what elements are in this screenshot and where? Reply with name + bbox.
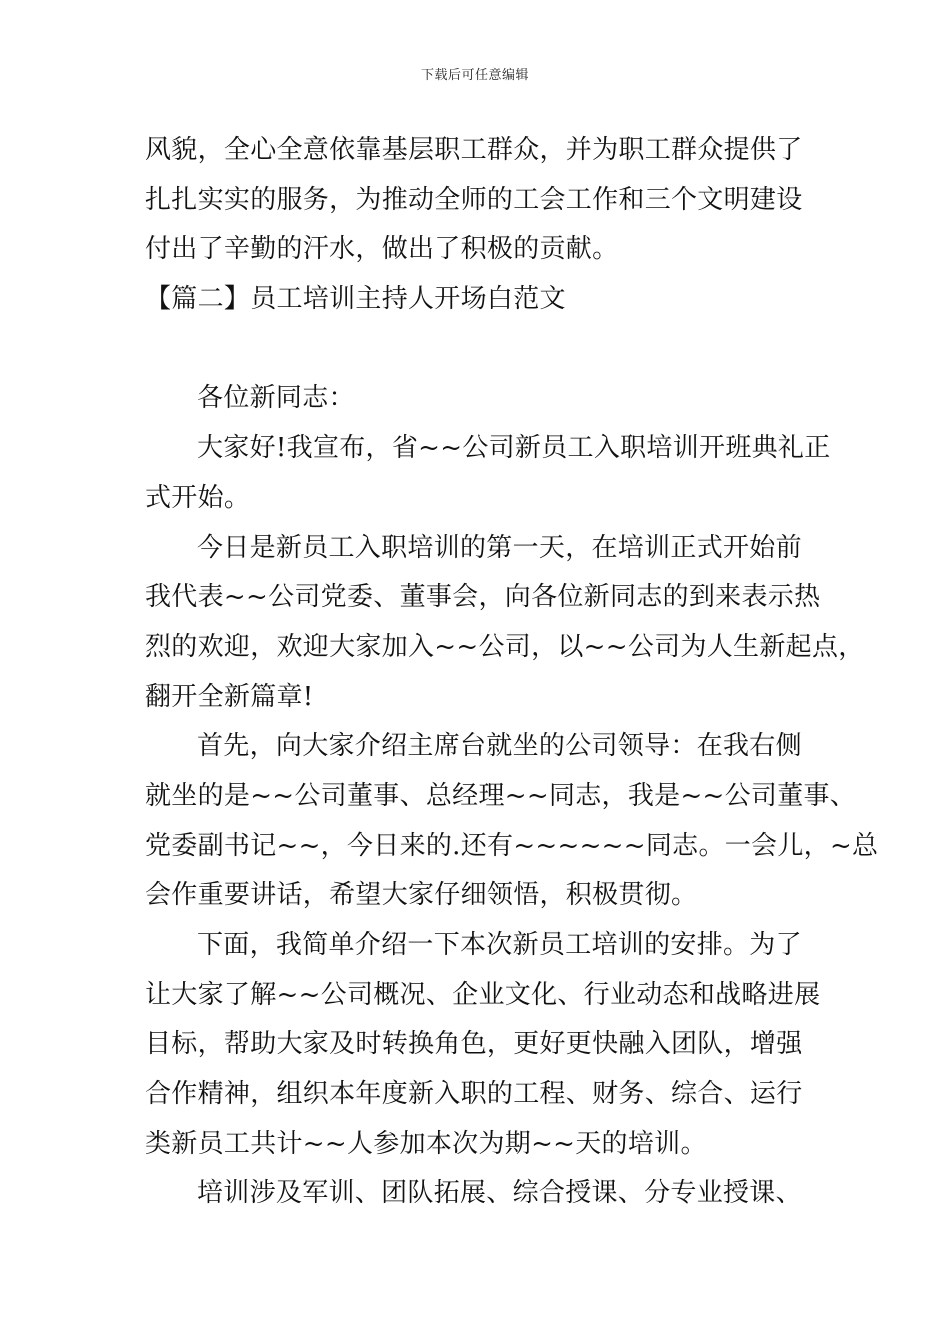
body-line: 首先，向大家介绍主席台就坐的公司领导：在我右侧 <box>197 731 802 762</box>
body-line: 类新员工共计~~人参加本次为期~~天的培训。 <box>145 1128 707 1159</box>
body-line: 下面，我简单介绍一下本次新员工培训的安排。为了 <box>197 930 802 960</box>
body-line: 党委副书记~~，今日来的.还有~~~~~~同志。一会儿，~总 <box>145 830 879 861</box>
blank-line <box>145 325 835 375</box>
body-line: 风貌，全心全意依靠基层职工群众，并为职工群众提供了 <box>145 135 803 165</box>
body-line: 我代表~~公司党委、董事会，向各位新同志的到来表示热 <box>145 582 821 613</box>
body-line: 扎扎实实的服务，为推动全师的工会工作和三个文明建设 <box>145 184 803 215</box>
section-heading: 【篇二】员工培训主持人开场白范文 <box>145 284 566 315</box>
body-line: 会作重要讲话，希望大家仔细领悟，积极贯彻。 <box>145 880 698 911</box>
body-line: 烈的欢迎，欢迎大家加入~~公司，以~~公司为人生新起点， <box>145 631 865 662</box>
body-line: 就坐的是~~公司董事、总经理~~同志，我是~~公司董事、 <box>145 780 857 811</box>
body-line: 合作精神，组织本年度新入职的工程、财务、综合、运行 <box>145 1079 803 1110</box>
body-line: 培训涉及军训、团队拓展、综合授课、分专业授课、 <box>197 1178 802 1209</box>
body-line: 大家好!我宣布，省~~公司新员工入职培训开班典礼正 <box>197 433 831 464</box>
body-line: 式开始。 <box>145 482 251 513</box>
page-header-note: 下载后可任意编辑 <box>420 68 529 83</box>
body-line: 目标，帮助大家及时转换角色，更好更快融入团队，增强 <box>145 1029 803 1060</box>
body-line: 今日是新员工入职培训的第一天，在培训正式开始前 <box>197 532 802 563</box>
salutation: 各位新同志： <box>197 383 355 414</box>
body-line: 付出了辛勤的汗水，做出了积极的贡献。 <box>145 234 619 265</box>
body-line: 让大家了解~~公司概况、企业文化、行业动态和战略进展 <box>145 979 821 1010</box>
document-body <box>145 126 879 1219</box>
body-line: 翻开全新篇章! <box>145 681 314 712</box>
